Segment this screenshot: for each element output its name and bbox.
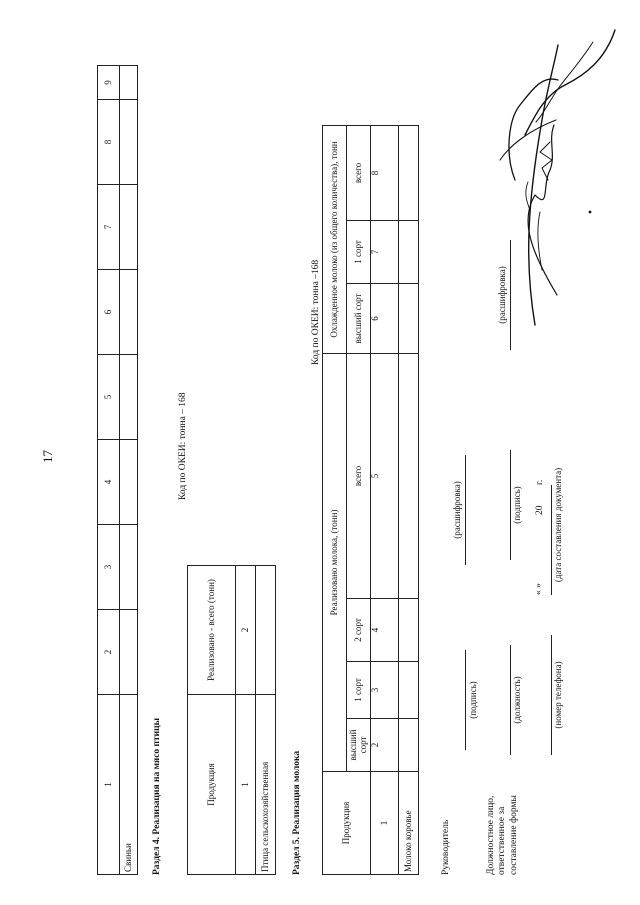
col-sub-header: всего bbox=[347, 354, 371, 599]
col-number: 3 bbox=[371, 662, 399, 719]
col-sub-header: 2 сорт bbox=[347, 599, 371, 662]
signature-line bbox=[465, 650, 466, 750]
col-sub-header: высший сорт bbox=[347, 719, 371, 772]
signature-line bbox=[510, 450, 511, 560]
section4-table bbox=[187, 565, 276, 875]
header-cell: 9 bbox=[98, 66, 120, 100]
table-cell bbox=[120, 270, 138, 355]
table-row bbox=[399, 126, 419, 875]
section4-header-row bbox=[188, 566, 236, 875]
col-header-product: Продукция bbox=[188, 695, 236, 875]
col-number: 8 bbox=[371, 126, 399, 221]
row-label: Птица сельскохозяйственная bbox=[256, 695, 276, 875]
header-cell: 7 bbox=[98, 185, 120, 270]
section5-sub-row bbox=[347, 126, 371, 875]
table-cell bbox=[120, 185, 138, 270]
section5-title: Раздел 5. Реализация молока bbox=[292, 750, 302, 875]
table-cell bbox=[256, 566, 276, 695]
signature-line bbox=[465, 455, 466, 565]
section5-group-row bbox=[323, 126, 347, 875]
date-year: 20 bbox=[535, 505, 545, 515]
header-cell: 8 bbox=[98, 100, 120, 185]
col-number: 1 bbox=[236, 695, 256, 875]
table-cell bbox=[399, 284, 419, 354]
table-cell bbox=[399, 719, 419, 772]
col-header-sold: Реализовано - всего (тонн) bbox=[188, 566, 236, 695]
date-quotes: « » bbox=[534, 583, 544, 595]
section4-okei: Код по ОКЕИ: тонна – 168 bbox=[178, 392, 188, 500]
section5-okei: Код по ОКЕИ: тонна –168 bbox=[311, 259, 321, 365]
head-label: Руководитель bbox=[441, 819, 451, 875]
table-cell bbox=[120, 525, 138, 610]
handwritten-signature bbox=[490, 10, 630, 330]
rasshifrovka-line bbox=[510, 240, 511, 350]
col-number: 5 bbox=[371, 354, 399, 599]
table-cell bbox=[399, 126, 419, 221]
header-cell: 2 bbox=[98, 610, 120, 695]
section4-num-row bbox=[236, 566, 256, 875]
col-group-cooled: Охлажденное молоко (из общего количества), тонн bbox=[323, 126, 347, 354]
header-cell: 6 bbox=[98, 270, 120, 355]
col-number: 2 bbox=[236, 566, 256, 695]
table-cell bbox=[399, 599, 419, 662]
col-number: 1 bbox=[371, 772, 399, 875]
col-group-sold: Реализовано молока, (тонн) bbox=[323, 354, 347, 772]
col-header-product: Продукция bbox=[323, 772, 371, 875]
row-label: Свиньи bbox=[120, 695, 138, 875]
table-row bbox=[120, 66, 138, 875]
table-cell bbox=[120, 440, 138, 525]
table-header-row bbox=[98, 66, 120, 875]
livestock-table bbox=[97, 65, 138, 875]
col-number: 7 bbox=[371, 221, 399, 284]
col-sub-header: высший сорт bbox=[347, 284, 371, 354]
section5-num-row bbox=[371, 126, 399, 875]
header-cell: 4 bbox=[98, 440, 120, 525]
section5-table bbox=[322, 125, 419, 875]
col-sub-header: 1 сорт bbox=[347, 221, 371, 284]
header-cell: 1 bbox=[98, 695, 120, 875]
section4-title: Раздел 4. Реализация на мясо птицы bbox=[152, 717, 162, 875]
position-caption: (должность) bbox=[512, 676, 522, 724]
table-cell bbox=[120, 66, 138, 100]
rasshifrovka-caption: (расшифровка) bbox=[452, 481, 462, 539]
table-cell bbox=[399, 221, 419, 284]
col-sub-header: всего bbox=[347, 126, 371, 221]
col-number: 6 bbox=[371, 284, 399, 354]
signature-caption: (подпись) bbox=[468, 681, 478, 719]
table-cell bbox=[120, 100, 138, 185]
table-cell bbox=[120, 355, 138, 440]
date-suffix: г. bbox=[535, 479, 545, 485]
col-number: 4 bbox=[371, 599, 399, 662]
table-cell bbox=[399, 662, 419, 719]
table-row bbox=[256, 566, 276, 875]
phone-line bbox=[551, 635, 552, 755]
table-cell bbox=[399, 354, 419, 599]
table-cell bbox=[120, 610, 138, 695]
date-line bbox=[551, 485, 552, 595]
position-line bbox=[510, 645, 511, 755]
col-sub-header: 1 сорт bbox=[347, 662, 371, 719]
header-cell: 3 bbox=[98, 525, 120, 610]
responsible-label: Должностное лицо, ответственное за составление формы bbox=[486, 795, 519, 875]
row-label: Молоко коровье bbox=[399, 772, 419, 875]
rasshifrovka-caption: (расшифровка) bbox=[497, 266, 507, 324]
date-caption: (дата составления документа) bbox=[553, 467, 563, 583]
signature-caption: (подпись) bbox=[512, 486, 522, 524]
header-cell: 5 bbox=[98, 355, 120, 440]
col-number: 2 bbox=[371, 719, 399, 772]
page-number: 17 bbox=[40, 450, 55, 463]
phone-caption: (номер телефона) bbox=[553, 661, 563, 729]
